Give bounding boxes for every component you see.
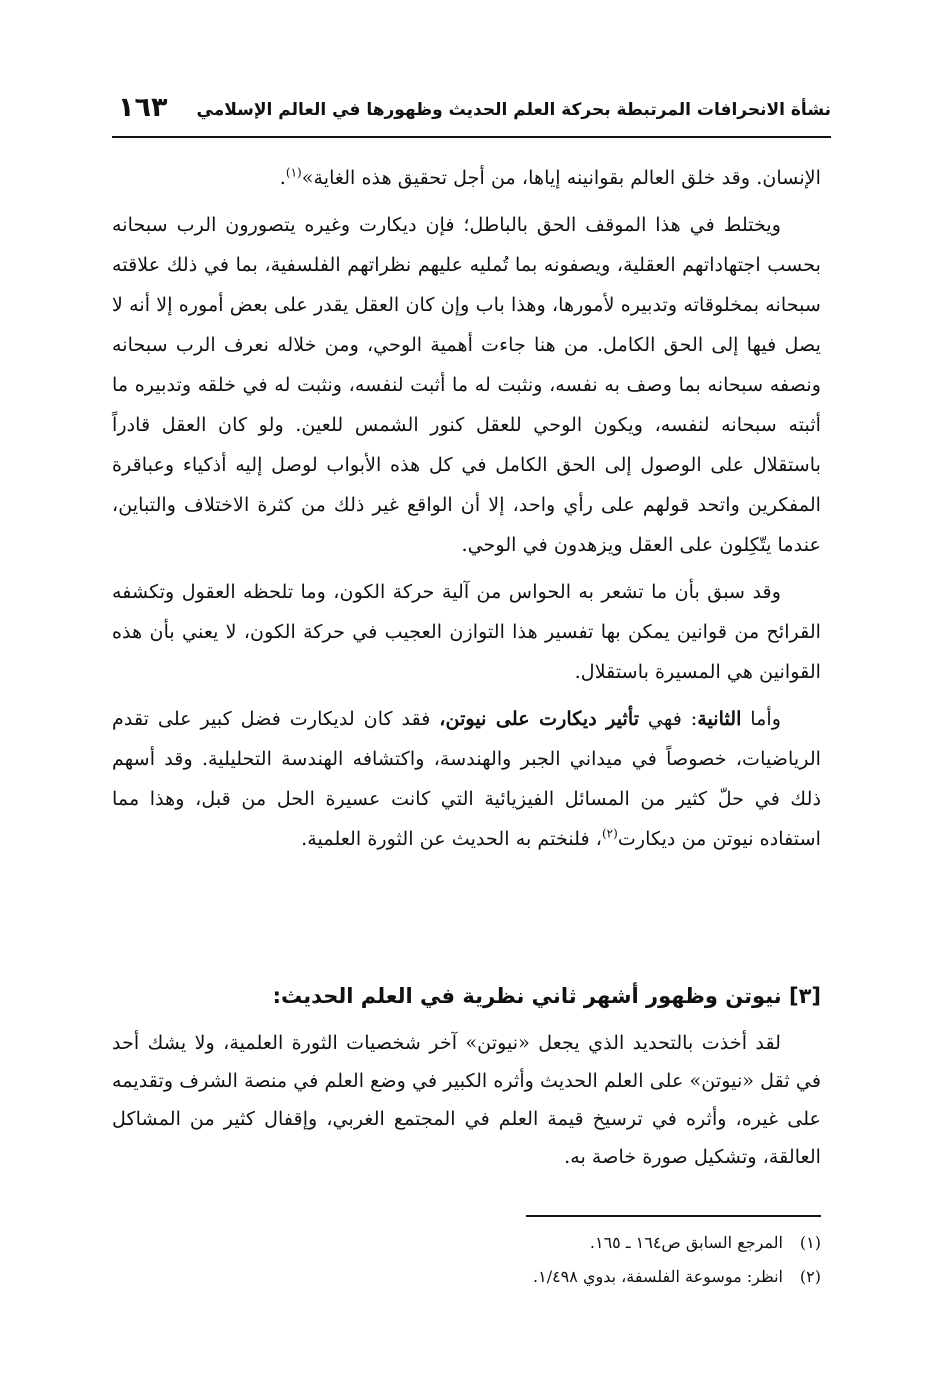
paragraph-4 <box>112 699 821 859</box>
footnote-divider <box>526 1215 821 1217</box>
paragraph-1 <box>112 158 821 198</box>
main-text <box>112 158 821 866</box>
footnote-1-text: المرجع السابق ص١٦٤ ـ ١٦٥. <box>589 1233 783 1252</box>
paragraph-4-bold-topic: تأثير ديكارت على نيوتن، <box>439 707 640 730</box>
footnotes <box>112 1226 821 1294</box>
footnote-1-number: (١) <box>799 1233 821 1252</box>
paragraph-4-end: ، فلنختم به الحديث عن الثورة العلمية. <box>301 827 602 850</box>
paragraph-4-rest: فقد كان لديكارت فضل كبير على تقدم الرياضيات، خصوصاً في ميداني الجبر والهندسة، واكتشافه الهندسة التحليلية. وقد أسهم ذلك في حلّ كثير من المسائل الفيزيائية التي كانت عسيرة الحل من قبل، وهذا مما استفاده نيوتن من ديكارت <box>112 707 821 850</box>
section-heading: [٣] نيوتن وظهور أشهر ثاني نظرية في العلم الحديث: <box>272 984 821 1008</box>
section-paragraph <box>112 1024 821 1183</box>
running-title: نشأة الانحرافات المرتبطة بحركة العلم الحديث وظهورها في العالم الإسلامي <box>196 100 831 120</box>
paragraph-4-mid: : فهي <box>639 707 698 730</box>
footnote-1 <box>112 1226 821 1260</box>
paragraph-4-lead: وأما <box>741 707 781 730</box>
footnote-2-number: (٢) <box>799 1267 821 1286</box>
footnote-2-text: انظر: موسوعة الفلسفة، بدوي ١/٤٩٨. <box>533 1267 783 1286</box>
paragraph-5: لقد أخذت بالتحديد الذي يجعل «نيوتن» آخر شخصيات الثورة العلمية، ولا يشك أحد في ثقل «نيوتن» على العلم الحديث وأثره الكبير في وضع العلم في منصة الشرف وتقديمه على غيره، وأثره في ترسيخ قيمة العلم في المجتمع الغربي، وإقفال كثير من المشاكل العالقة، وتشكيل صورة خاصة به. <box>112 1031 821 1168</box>
footnote-ref-1: (١) <box>285 165 302 180</box>
paragraph-1-end: . <box>279 166 286 189</box>
paragraph-1-text: الإنسان. وقد خلق العالم بقوانينه إياها، من أجل تحقيق هذه الغاية» <box>301 166 821 189</box>
footnote-ref-2: (٢) <box>601 826 618 841</box>
page-number: ١٦٣ <box>118 92 168 123</box>
page-header <box>112 92 831 138</box>
paragraph-4-bold-second: الثانية <box>697 707 742 730</box>
paragraph-2: ويختلط في هذا الموقف الحق بالباطل؛ فإن ديكارت وغيره يتصورون الرب سبحانه بحسب اجتهاداتهم العقلية، ويصفونه بما تُمليه عليهم نظراتهم الفلسفية، بما في ذلك علاقته سبحانه بمخلوقاته وتدبيره لأمورها، وهذا باب وإن كان العقل يقدر على بعض أموره إلا أنه لا يصل فيها إلى الحق الكامل. من هنا جاءت أهمية الوحي، ومن خلاله نعرف الرب سبحانه ونصفه سبحانه بما وصف به نفسه، ونثبت له ما أثبت لنفسه، ونثبت له في خلقه وتدبيره ما أثبته سبحانه لنفسه، ويكون الوحي للعقل كنور الشمس للعين. ولو كان العقل قادراً باستقلال على الوصول إلى الحق الكامل في كل هذه الأبواب لوصل إليه أذكياء وعباقرة المفكرين واتحد قولهم على رأي واحد، إلا أن الواقع غير ذلك من كثرة الاختلاف والتباين، عندما يتّكِلون على العقل ويزهدون في الوحي. <box>112 213 821 556</box>
paragraph-3: وقد سبق بأن ما تشعر به الحواس من آلية حركة الكون، وما تلحظه العقول وتكشفه القرائح من قوانين يمكن بها تفسير هذا التوازن العجيب في حركة الكون، لا يعني بأن هذه القوانين هي المسيرة باستقلال. <box>112 580 821 683</box>
footnote-2 <box>112 1260 821 1294</box>
